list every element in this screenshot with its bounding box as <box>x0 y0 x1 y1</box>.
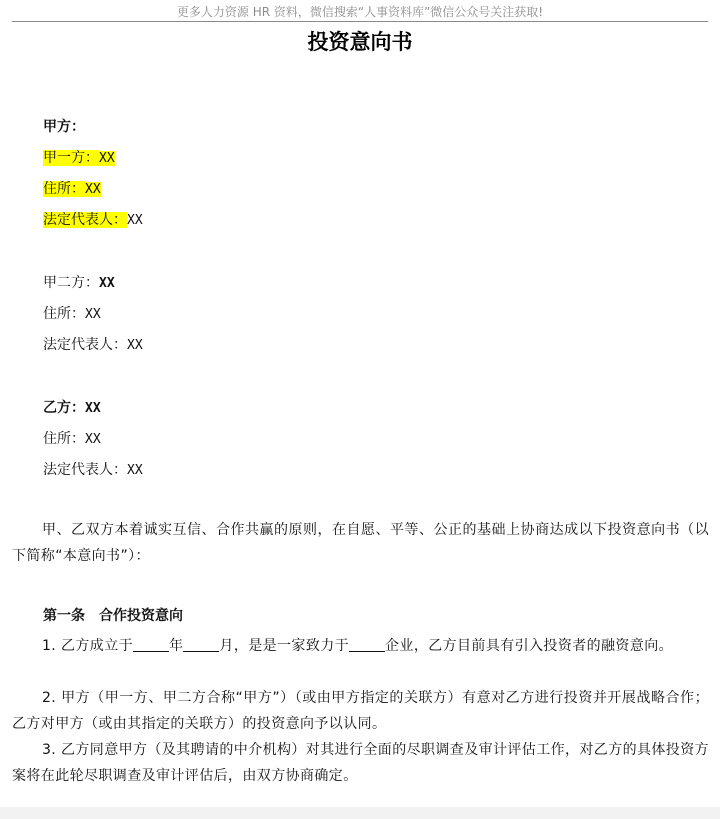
party-a1-address-line <box>43 180 101 199</box>
clause-1-part-a: 1. 乙方成立于 <box>42 638 134 654</box>
article-1-clause-2: 2. 甲方（甲一方、甲二方合称“甲方”）（或由甲方指定的关联方）有意对乙方进行投资并开展战略合作；乙方对甲方（或由其指定的关联方）的投资意向予以认同。 <box>12 690 709 732</box>
clause-1-part-c: 月，是是一家致力于 <box>219 638 350 654</box>
header-divider <box>12 21 708 22</box>
party-a1-name-value: XX <box>99 151 115 166</box>
party-a2-address-line <box>43 305 101 324</box>
blank-industry <box>349 637 385 652</box>
party-b-name-label: 乙方： <box>43 400 85 416</box>
document-title: 投资意向书 <box>307 29 413 54</box>
page-bottom-gutter <box>0 807 720 819</box>
party-b-address-value: XX <box>85 432 101 447</box>
clause-1-part-d: 企业，乙方目前具有引入投资者的融资意向。 <box>385 638 674 654</box>
blank-year <box>133 637 169 652</box>
party-a2-rep-line <box>43 336 143 355</box>
blank-month <box>183 637 219 652</box>
intro-paragraph: 甲、乙双方本着诚实互信、合作共赢的原则，在自愿、平等、公正的基础上协商达成以下投资意向书（以下简称“本意向书”）： <box>12 522 709 564</box>
party-a1-rep-value: XX <box>127 213 143 228</box>
header-banner: 更多人力资源 HR 资料，微信搜索“人事资料库”微信公众号关注获取! <box>176 5 544 19</box>
party-a-heading: 甲方： <box>43 119 85 135</box>
party-a1-rep-label: 法定代表人： <box>43 212 127 228</box>
party-a2-name-value: XX <box>99 276 115 291</box>
party-b-address-line <box>43 430 101 449</box>
party-b-rep-value: XX <box>127 463 143 478</box>
party-a1-address-label: 住所： <box>43 181 85 197</box>
party-a1-name-line <box>43 149 115 168</box>
party-a1-rep-line <box>43 211 143 230</box>
party-a1-name-label: 甲一方： <box>43 150 99 166</box>
party-a2-address-label: 住所： <box>43 306 85 322</box>
party-b-name-line <box>43 399 101 418</box>
party-a2-address-value: XX <box>85 307 101 322</box>
party-b-rep-line <box>43 461 143 480</box>
article-1-heading: 第一条 合作投资意向 <box>43 608 183 624</box>
article-1-clause-3: 3. 乙方同意甲方（及其聘请的中介机构）对其进行全面的尽职调查及审计评估工作，对乙方的具体投资方案将在此轮尽职调查及审计评估后，由双方协商确定。 <box>12 742 710 784</box>
party-a2-name-label: 甲二方： <box>43 275 99 291</box>
article-1-clause-1 <box>12 633 709 659</box>
party-b-rep-label: 法定代表人： <box>43 462 127 478</box>
party-b-name-value: XX <box>85 401 101 416</box>
party-a2-rep-value: XX <box>127 338 143 353</box>
party-a2-name-line <box>43 274 115 293</box>
party-a2-rep-label: 法定代表人： <box>43 337 127 353</box>
party-a1-address-value: XX <box>85 182 101 197</box>
party-b-address-label: 住所： <box>43 431 85 447</box>
clause-1-part-b: 年 <box>169 638 184 654</box>
